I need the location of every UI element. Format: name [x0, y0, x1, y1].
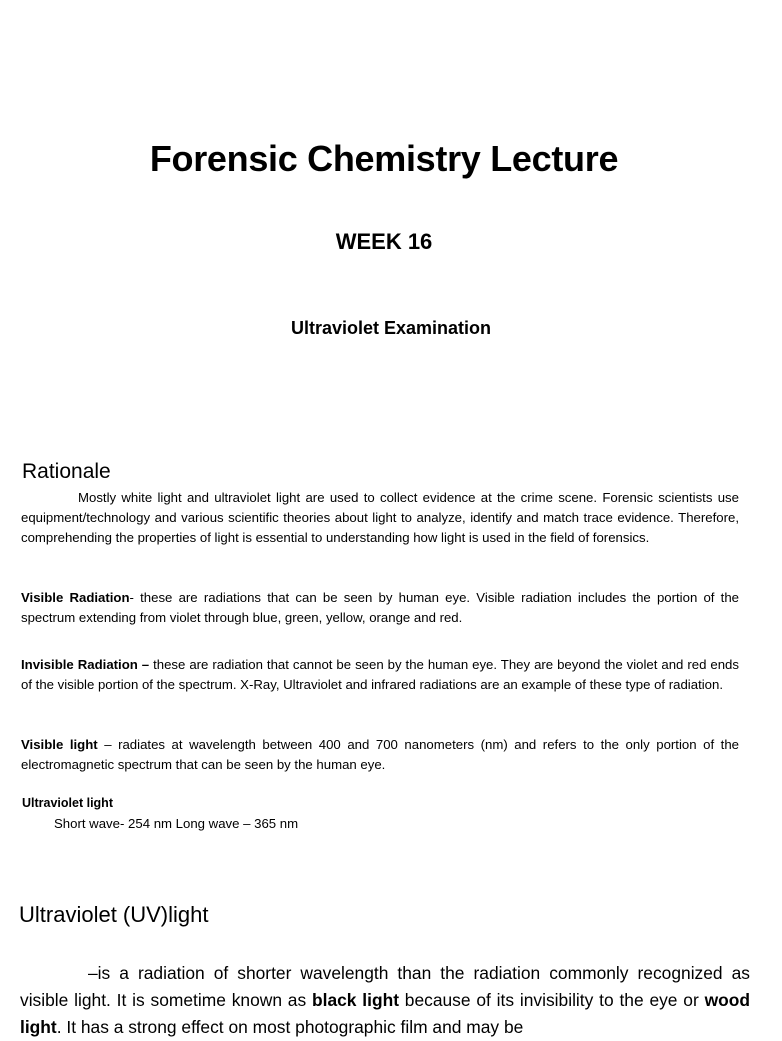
ultraviolet-light-label: Ultraviolet light — [22, 796, 113, 810]
rationale-heading: Rationale — [22, 460, 111, 483]
visible-light-text: – radiates at wavelength between 400 and 700 nanometers (nm) and refers to the only portion of the electromagnetic spectrum that can be seen by the human eye. — [21, 737, 739, 772]
uv-light-heading: Ultraviolet (UV)light — [19, 902, 209, 927]
uv-text-2: because of its invisibility to the eye or — [398, 990, 705, 1010]
ultraviolet-wavelengths: Short wave- 254 nm Long wave – 365 nm — [54, 816, 299, 831]
invisible-radiation-text: these are radiation that cannot be seen by the human eye. They are beyond the violet and red ends of the visible portion of the spectrum. X-Ray, Ultraviolet and infrared radiations are an example of these type of radiation. — [21, 657, 739, 692]
invisible-radiation-paragraph — [21, 655, 739, 695]
week-label: WEEK 16 — [335, 229, 433, 254]
uv-text-3: . It has a strong effect on most photographic film and may be — [56, 1017, 524, 1037]
uv-light-paragraph — [20, 960, 750, 1041]
document-title: Forensic Chemistry Lecture — [149, 138, 619, 179]
wood-light-term: wood light — [20, 990, 750, 1037]
rationale-paragraph — [21, 488, 739, 548]
visible-light-paragraph — [21, 735, 739, 775]
document-subtitle: Ultraviolet Examination — [290, 318, 492, 338]
rationale-text: Mostly white light and ultraviolet light are used to collect evidence at the crime scene. Forensic scientists use equipment/technology and various scientific theories about light to analyze, identify and match trace evidence. Therefore, comprehending the properties of light is essential to understanding how light is used in the field of forensics. — [21, 490, 739, 545]
visible-radiation-paragraph — [21, 588, 739, 628]
uv-text-1: –is a radiation of shorter wavelength than the radiation commonly recognized as visible light. It is sometime known as — [20, 963, 750, 1010]
visible-light-term: Visible light — [21, 737, 98, 752]
invisible-radiation-term: Invisible Radiation – — [21, 657, 150, 672]
visible-radiation-text: - these are radiations that can be seen by human eye. Visible radiation includes the portion of the spectrum extending from violet through blue, green, yellow, orange and red. — [21, 590, 739, 625]
visible-radiation-term: Visible Radiation — [21, 590, 130, 605]
black-light-term: black light — [312, 990, 399, 1010]
